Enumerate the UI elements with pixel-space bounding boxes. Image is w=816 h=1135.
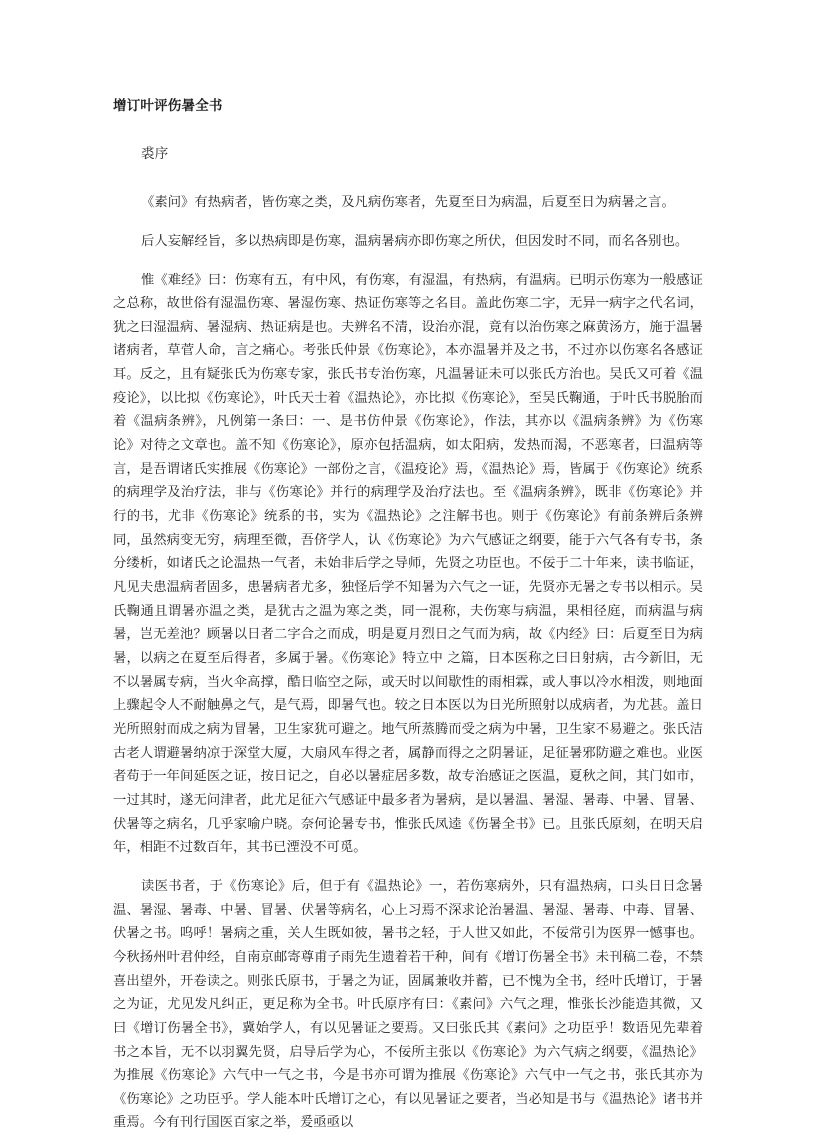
paragraph-3: 惟《难经》曰：伤寒有五，有中风，有伤寒，有湿温，有热病，有温病。已明示伤寒为一般感证之总称，故世俗有湿温伤寒、暑湿伤寒、热证伤寒等之名目。盖此伤寒二字，无异一病字之代名词，犹之曰湿温病、暑湿病、热证病是也。夫辨名不清，设治亦混，竟有以治伤寒之麻黄汤方，施于温暑诸病者，草菅人命，言之痛心。考张氏仲景《伤寒论》，本亦温暑并及之书，不过亦以伤寒名各感证耳。反之，且有疑张氏为伤寒专家，张氏书专治伤寒，凡温暑证未可以张氏方治也。吴氏又可着《温疫论》，以比拟《伤寒论》，叶氏天士着《温热论》，亦比拟《伤寒论》，至吴氏鞠通，于叶氏书脱胎而着《温病条辨》，凡例第一条曰：一、是书仿仲景《伤寒论》，作法，其亦以《温病条辨》为《伤寒论》对待之文章也。盖不知《伤寒论》，原亦包括温病，如太阳病，发热而渴，不恶寒者，曰温病等言，是吾谓诸氏实推展《伤寒论》一部份之言，《温疫论》焉，《温热论》焉，皆属于《伤寒论》统系的病理学及治疗法，非与《伤寒论》并行的病理学及治疗法也。至《温病条辨》，既非《伤寒论》并行的书，尤非《伤寒论》统系的书，实为《温热论》之注解书也。则于《伤寒论》有前条辨后条辨同，虽然病变无穷，病理至微，吾侪学人，认《伤寒论》为六气感证之纲要，能于六气各有专书，条分缕析，如诸氏之论温热一气者，未始非后学之导师，先贤之功臣也。不佞于二十年来，读书临证，凡见夫患温病者固多，患暑病者尤多，独怪后学不知暑为六气之一证，先贤亦无暑之专书以相示。吴氏鞠通且谓暑亦温之类，是犹古之温为寒之类，同一混称，夫伤寒与病温，果相径庭，而病温与病暑，岂无差池？顾暑以日者二字合之而成，明是夏月烈日之气而为病，故《内经》曰：后夏至日为病暑，以病之在夏至后得者，多属于暑。《伤寒论》特立中 之篇，日本医称之曰日射病，古今新旧，无不以暑属专病，当火伞高撑，酷日临空之际，或天时以间歇性的雨相霖，或人事以冷水相泼，则地面上骤起令人不耐触鼻之气，是气焉，即暑气也。较之日本医以为日光所照射以成病者，为尤甚。盖日光所照射而成之病为冒暑，卫生家犹可避之。地气所蒸腾而受之病为中暑，卫生家不易避之。张氏洁古老人谓避暑纳凉于深堂大厦，大扇风车得之者，属静而得之之阴暑证，足征暑邪防避之难也。业医者苟于一年间延医之证，按日记之，自必以暑症居多数，故专治感证之医温，夏秋之间，其门如市，一过其时，遂无问津者，此尤足征六气感证中最多者为暑病，是以暑温、暑湿、暑毒、中暑、冒暑、伏暑等之病名，几乎家喻户晓。奈何论暑专书，惟张氏凤逵《伤暑全书》已。且张氏原刻，在明天启年，相距不过数百年，其书已湮没不可觅。	[113, 272, 703, 856]
page-title: 增订叶评伤暑全书	[113, 98, 223, 114]
paragraph-4: 读医书者，于《伤寒论》后，但于有《温热论》一，若伤寒病外，只有温热病，口头日日念暑温、暑湿、暑毒、中暑、冒暑、伏暑等病名，心上习焉不深求论治暑温、暑湿、暑毒、中毒、冒暑、伏暑之书。呜呼！暑病之重，关人生既如彼，暑书之轻，于人世又如此，不佞常引为医界一憾事也。今秋扬州叶君仲经，自南京邮寄尊甫子雨先生遗着若干种，间有《增订伤暑全书》未刊稿二卷，不禁喜出望外，开卷读之。则张氏原书，于暑之为证，固属兼收并蓄，已不愧为全书，经叶氏增订，于暑之为证，尤见发凡纠正，更足称为全书。叶氏原序有曰：《素问》六气之理，惟张长沙能造其微，又曰《增订伤暑全书》，冀始学人，有以见暑证之要焉。又曰张氏其《素问》之功臣乎！数语见先辈着书之本旨，无不以羽翼先贤，启导后学为心，不佞所主张以《伤寒论》为六气病之纲要，《温热论》为推展《伤寒论》六气中一气之书，今是书亦可谓为推展《伤寒论》六气中一气之书，张氏其亦为《伤寒论》之功臣乎。学人能本叶氏增订之心，有以见暑证之要者，当必知是书与《温热论》诸书并重焉。今有刊行国医百家之举，爰亟亟以	[113, 878, 703, 1131]
paragraph-2: 后人妄解经旨，多以热病即是伤寒，温病暑病亦即伤寒之所伏，但因发时不同，而名各别也。	[141, 233, 689, 249]
document-body	[113, 96, 703, 1135]
paragraph-1: 《素问》有热病者，皆伤寒之类，及凡病伤寒者，先夏至日为病温，后夏至日为病暑之言。	[141, 195, 675, 211]
preface-heading: 裘序	[141, 145, 169, 162]
